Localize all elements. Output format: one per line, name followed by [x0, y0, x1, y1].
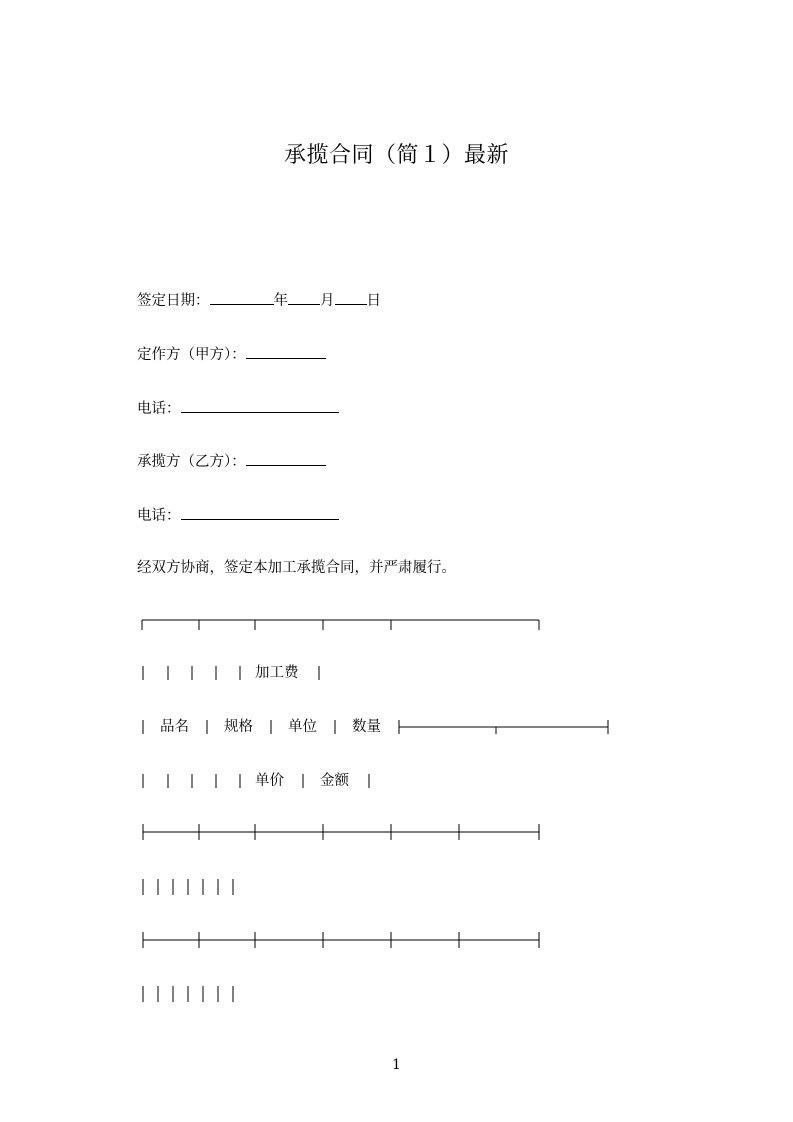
party-b-blank[interactable] [246, 451, 326, 466]
sign-date-year-label: 年 [273, 293, 288, 309]
phone-b-blank[interactable] [181, 505, 339, 520]
sign-date-month-label: 月 [320, 293, 335, 309]
party-a-label: 定作方（甲方）： [137, 347, 246, 363]
page-number: 1 [392, 1057, 401, 1073]
table-col-price: 单价 [255, 773, 284, 789]
document-title: 承揽合同（简１）最新 [283, 143, 509, 168]
sign-date-year-blank[interactable] [210, 290, 274, 305]
table-header-row-3 [137, 771, 437, 791]
phone-b-label: 电话： [137, 508, 181, 524]
phone-a-label: 电话： [137, 401, 181, 417]
phone-a-blank[interactable] [181, 398, 339, 413]
table-col-qty: 数量 [352, 719, 381, 735]
party-b-line [137, 451, 326, 472]
party-a-line [137, 344, 326, 365]
table-header-row-1 [137, 663, 437, 683]
table-group-processing-fee: 加工费 [255, 665, 299, 681]
sign-date-month-blank[interactable] [288, 290, 320, 305]
table-col-name: 品名 [160, 719, 189, 735]
sign-date-line [137, 290, 381, 311]
party-b-label: 承揽方（乙方）： [137, 454, 246, 470]
sign-date-day-blank[interactable] [335, 290, 367, 305]
table-header-row-2 [137, 717, 437, 737]
sign-date-label: 签定日期： [137, 293, 210, 309]
party-a-blank[interactable] [246, 344, 326, 359]
sign-date-day-label: 日 [366, 293, 381, 309]
intro-paragraph: 经双方协商，签定本加工承揽合同，并严肃履行。 [137, 560, 456, 576]
phone-a-line [137, 398, 339, 419]
table-col-amount: 金额 [320, 773, 349, 789]
table-col-spec: 规格 [224, 719, 253, 735]
table-col-unit: 单位 [288, 719, 317, 735]
phone-b-line [137, 505, 339, 526]
